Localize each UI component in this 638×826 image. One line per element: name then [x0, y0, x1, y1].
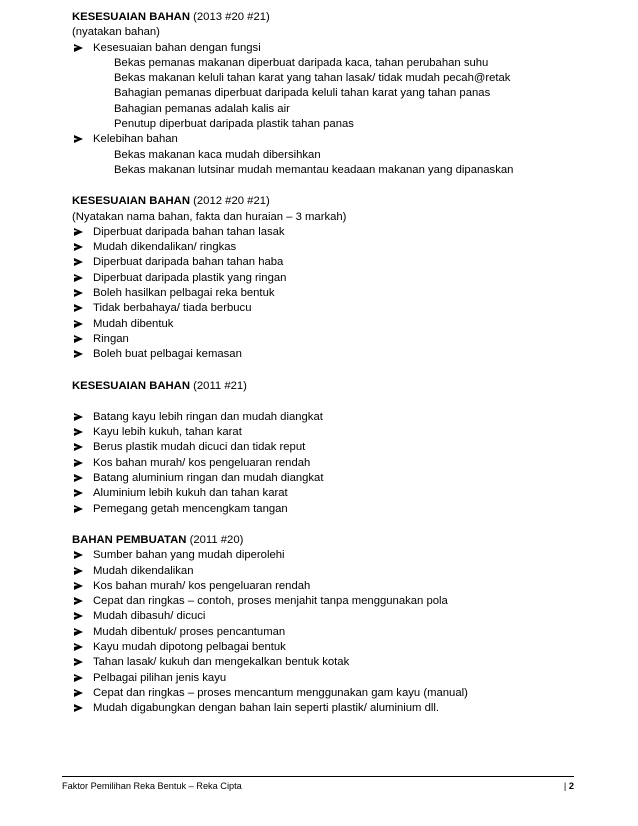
page-footer	[62, 776, 574, 791]
arrow-bullet-icon	[74, 350, 83, 358]
arrow-bullet-icon	[74, 335, 83, 343]
arrow-bullet-icon	[74, 320, 83, 328]
arrow-bullet-icon	[74, 505, 83, 513]
list-item: Mudah dibentuk	[72, 317, 572, 332]
list-item: Tahan lasak/ kukuh dan mengekalkan bentuk kotak	[72, 655, 572, 670]
arrow-bullet-icon	[74, 704, 83, 712]
section-heading	[72, 194, 572, 209]
list-item: Kesesuaian bahan dengan fungsi	[72, 41, 572, 56]
sub-item: Bekas makanan lutsinar mudah memantau keadaan makanan yang dipanaskan	[114, 163, 514, 176]
list-item: Pelbagai pilihan jenis kayu	[72, 671, 572, 686]
list-item: Batang kayu lebih ringan dan mudah diangkat	[72, 410, 572, 425]
list-item: Aluminium lebih kukuh dan tahan karat	[72, 486, 572, 501]
list-item: Cepat dan ringkas – contoh, proses menjahit tanpa menggunakan pola	[72, 594, 572, 609]
arrow-bullet-icon	[74, 567, 83, 575]
list-item: Diperbuat daripada bahan tahan haba	[72, 255, 572, 270]
sub-item: Bekas makanan keluli tahan karat yang tahan lasak/ tidak mudah pecah@retak	[114, 72, 511, 85]
section-heading	[72, 10, 572, 25]
list-item: Kelebihan bahan	[72, 132, 572, 147]
sub-item: Bahagian pemanas adalah kalis air	[114, 102, 290, 115]
list-item: Kos bahan murah/ kos pengeluaran rendah	[72, 456, 572, 471]
section-title: BAHAN PEMBUATAN	[72, 533, 187, 546]
arrow-bullet-icon	[74, 551, 83, 559]
arrow-bullet-icon	[74, 304, 83, 312]
list-item: Diperbuat daripada bahan tahan lasak	[72, 225, 572, 240]
list-item: Ringan	[72, 332, 572, 347]
list-item: Mudah dibentuk/ proses pencantuman	[72, 625, 572, 640]
section-ref: (2011 #20)	[186, 533, 244, 546]
section-note: (Nyatakan nama bahan, fakta dan huraian – 3 markah)	[72, 210, 347, 223]
section-title: KESESUAIAN BAHAN	[72, 379, 190, 392]
arrow-bullet-icon	[74, 413, 83, 421]
list-item: Diperbuat daripada plastik yang ringan	[72, 271, 572, 286]
arrow-bullet-icon	[74, 459, 83, 467]
arrow-bullet-icon	[74, 643, 83, 651]
list-item: Mudah dikendalikan	[72, 564, 572, 579]
arrow-bullet-icon	[74, 274, 83, 282]
list-item: Kayu lebih kukuh, tahan karat	[72, 425, 572, 440]
list-item: Tidak berbahaya/ tiada berbucu	[72, 301, 572, 316]
list-item: Boleh hasilkan pelbagai reka bentuk	[72, 286, 572, 301]
list-item: Mudah digabungkan dengan bahan lain seperti plastik/ aluminium dll.	[72, 701, 572, 716]
list-item: Boleh buat pelbagai kemasan	[72, 347, 572, 362]
arrow-bullet-icon	[74, 597, 83, 605]
arrow-bullet-icon	[74, 689, 83, 697]
list-item: Cepat dan ringkas – proses mencantum menggunakan gam kayu (manual)	[72, 686, 572, 701]
arrow-bullet-icon	[74, 135, 83, 143]
arrow-bullet-icon	[74, 428, 83, 436]
arrow-bullet-icon	[74, 258, 83, 266]
list-item: Berus plastik mudah dicuci dan tidak reput	[72, 440, 572, 455]
section-heading	[72, 533, 572, 548]
list-item: Mudah dibasuh/ dicuci	[72, 609, 572, 624]
sub-item: Bahagian pemanas diperbuat daripada keluli tahan karat yang tahan panas	[114, 87, 491, 100]
section-ref: (2011 #21)	[190, 379, 247, 392]
section-title: KESESUAIAN BAHAN	[72, 195, 190, 208]
arrow-bullet-icon	[74, 474, 83, 482]
list-item: Batang aluminium ringan dan mudah diangkat	[72, 471, 572, 486]
arrow-bullet-icon	[74, 628, 83, 636]
arrow-bullet-icon	[74, 489, 83, 497]
section-heading	[72, 379, 572, 394]
page-number: | 2	[563, 781, 574, 791]
list-item: Mudah dikendalikan/ ringkas	[72, 240, 572, 255]
sub-item: Bekas makanan kaca mudah dibersihkan	[114, 148, 321, 161]
list-item: Kos bahan murah/ kos pengeluaran rendah	[72, 579, 572, 594]
section-title: KESESUAIAN BAHAN	[72, 11, 190, 23]
arrow-bullet-icon	[74, 658, 83, 666]
section-note: (nyatakan bahan)	[72, 26, 160, 39]
footer-title: Faktor Pemilihan Reka Bentuk – Reka Cipta	[62, 781, 242, 791]
arrow-bullet-icon	[74, 443, 83, 451]
arrow-bullet-icon	[74, 228, 83, 236]
arrow-bullet-icon	[74, 582, 83, 590]
arrow-bullet-icon	[74, 289, 83, 297]
arrow-bullet-icon	[74, 44, 83, 52]
document-body	[72, 10, 572, 716]
sub-item: Penutup diperbuat daripada plastik tahan panas	[114, 118, 354, 131]
sub-item: Bekas pemanas makanan diperbuat daripada kaca, tahan perubahan suhu	[114, 56, 489, 69]
arrow-bullet-icon	[74, 243, 83, 251]
list-item: Kayu mudah dipotong pelbagai bentuk	[72, 640, 572, 655]
section-ref: (2013 #20 #21)	[190, 11, 270, 23]
arrow-bullet-icon	[74, 612, 83, 620]
list-item: Pemegang getah mencengkam tangan	[72, 502, 572, 517]
section-ref: (2012 #20 #21)	[190, 195, 270, 208]
arrow-bullet-icon	[74, 674, 83, 682]
list-item: Sumber bahan yang mudah diperolehi	[72, 548, 572, 563]
